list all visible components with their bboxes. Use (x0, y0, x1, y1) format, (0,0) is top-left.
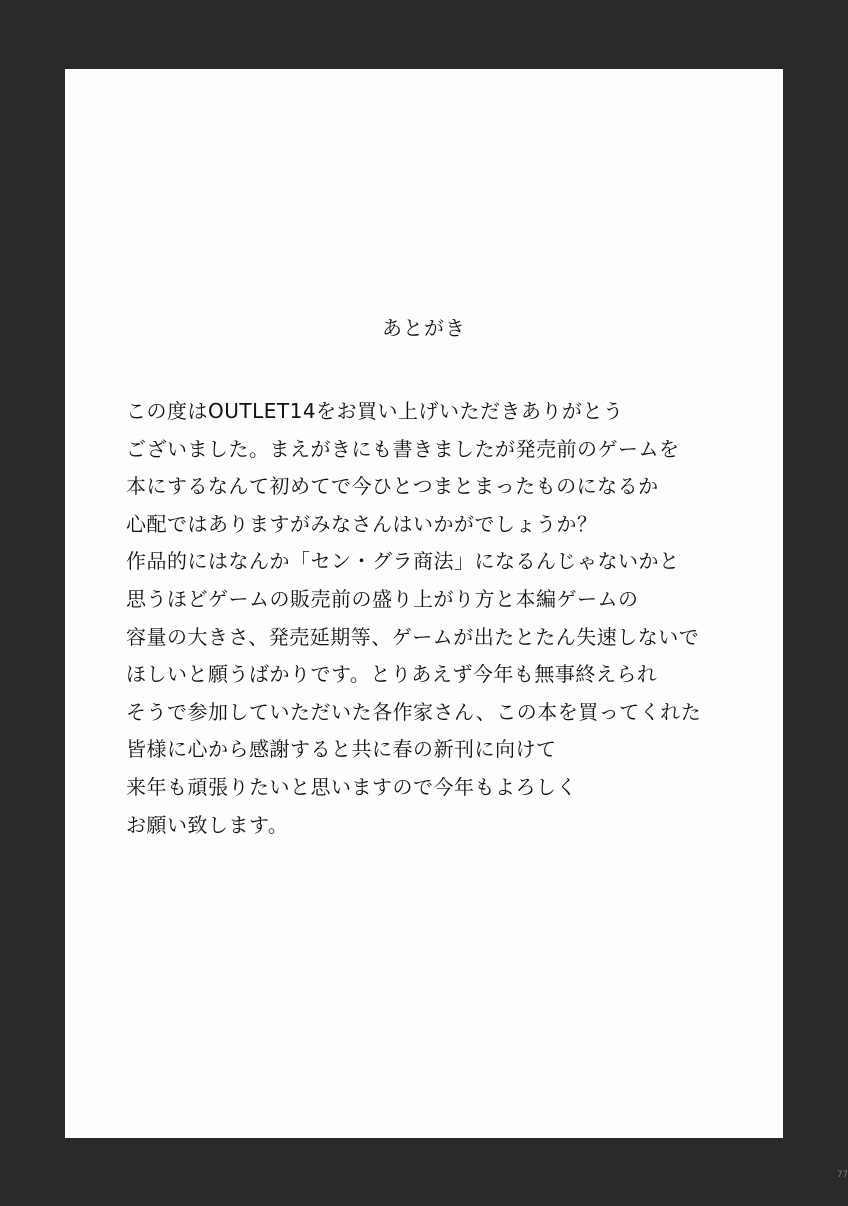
body-line: 来年も頑張りたいと思いますので今年もよろしく (126, 774, 577, 799)
afterword-body (126, 398, 701, 849)
body-line: 思うほどゲームの販売前の盛り上がり方と本編ゲームの (126, 586, 639, 611)
document-page (65, 69, 783, 1138)
body-line: 容量の大きさ、発売延期等、ゲームが出たとたん失速しないで (126, 624, 700, 649)
body-line: 心配ではありますがみなさんはいかがでしょうか？ (126, 511, 598, 536)
body-line: ございました。まえがきにも書きましたが発売前のゲームを (126, 436, 680, 461)
body-line: ほしいと願うばかりです。とりあえず今年も無事終えられ (126, 662, 658, 687)
body-line: 作品的にはなんか「セン・グラ商法」になるんじゃないかと (126, 549, 680, 574)
body-line: 本にするなんて初めてで今ひとつまとまったものになるか (126, 474, 659, 499)
body-line: そうで参加していただいた各作家さん、この本を買ってくれた (126, 699, 702, 724)
page-title: あとがき (382, 316, 466, 340)
body-line: 皆様に心から感謝すると共に春の新刊に向けて (126, 737, 557, 762)
body-line: この度はOUTLET14をお買い上げいただきありがとう (126, 399, 624, 423)
body-line: お願い致します。 (126, 812, 289, 837)
page-number: 77 (837, 1170, 848, 1180)
